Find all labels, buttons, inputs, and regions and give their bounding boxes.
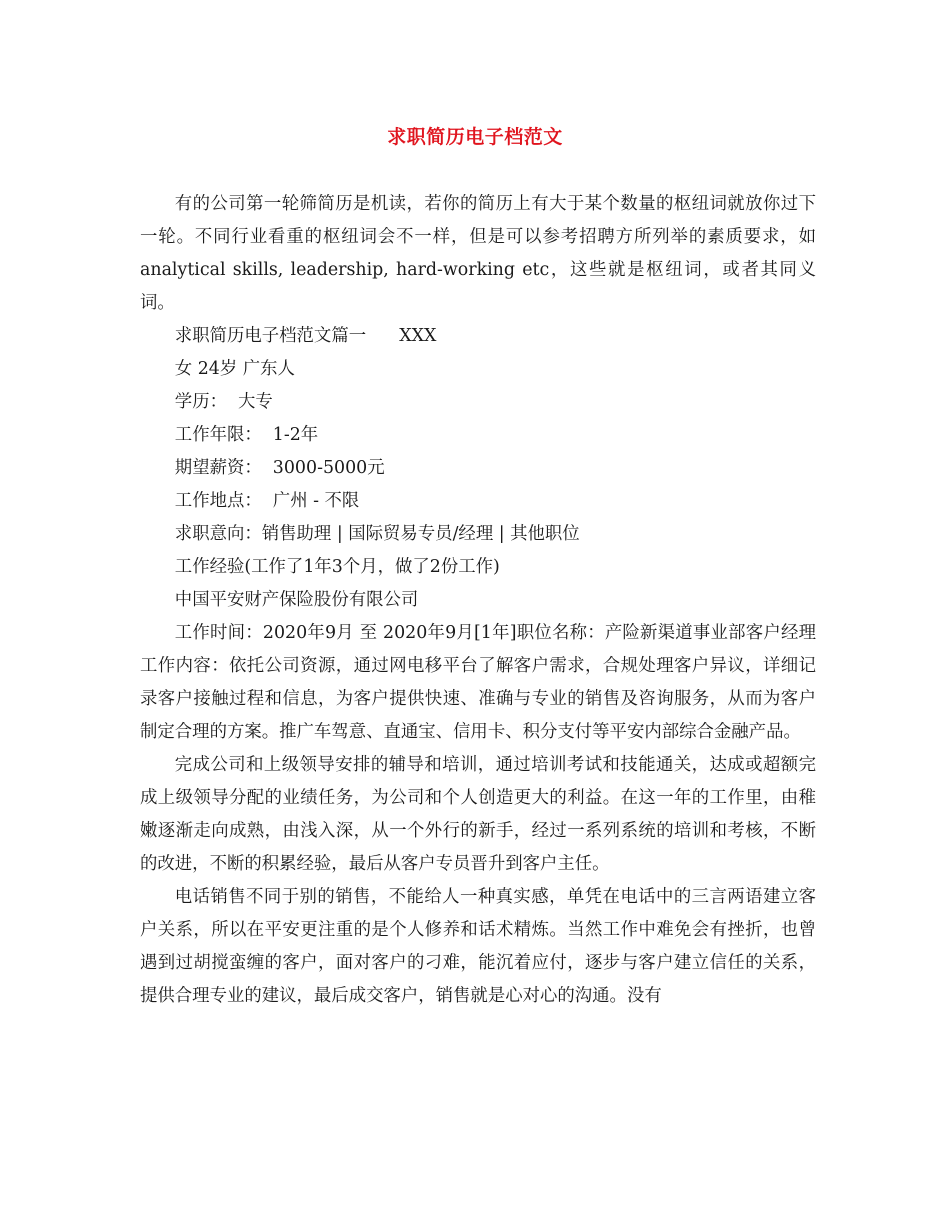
sample-heading: 求职简历电子档范文篇一 XXX	[174, 326, 437, 346]
training-paragraph: 完成公司和上级领导安排的辅导和培训，通过培训考试和技能通关，达成或超额完成上级领导分配的业绩任务，为公司和个人创造更大的利益。在这一年的工作里，由稚嫩逐渐走向成熟，由浅入深，从一个外行的新手，经过一系列系统的培训和考核，不断的改进，不断的积累经验，最后从客户专员晋升到客户主任。	[140, 755, 816, 874]
experience-years-line: 工作年限： 1-2年	[174, 425, 319, 445]
work-experience-summary: 工作经验(工作了1年3个月，做了2份工作)	[174, 557, 500, 577]
personal-info: 女 24岁 广东人	[174, 359, 295, 379]
phone-sales-paragraph: 电话销售不同于别的销售，不能给人一种真实感，单凭在电话中的三言两语建立客户关系，所以在平安更注重的是个人修养和话术精炼。当然工作中难免会有挫折，也曾遇到过胡搅蛮缠的客户，面对客户的刁难，能沉着应付，逐步与客户建立信任的关系，提供合理专业的建议，最后成交客户，销售就是心对心的沟通。没有	[140, 887, 816, 1006]
job-intention-line: 求职意向：销售助理 | 国际贸易专员/经理 | 其他职位	[174, 524, 580, 544]
document-title: 求职简历电子档范文	[387, 126, 563, 148]
intro-paragraph: 有的公司第一轮筛简历是机读，若你的简历上有大于某个数量的枢纽词就放你过下一轮。不同行业看重的枢纽词会不一样，但是可以参考招聘方所列举的素质要求，如analytical skills, leadership, hard-working etc，这些就是枢纽词，或者其同义词。	[140, 194, 816, 313]
expected-salary-line: 期望薪资： 3000-5000元	[174, 458, 385, 478]
document-body	[140, 188, 816, 1013]
job-detail-paragraph: 工作时间：2020年9月 至 2020年9月[1年]职位名称：产险新渠道事业部客户经理工作内容：依托公司资源，通过网电移平台了解客户需求，合规处理客户异议，详细记录客户接触过程和信息，为客户提供快速、准确与专业的销售及咨询服务，从而为客户制定合理的方案。推广车驾意、直通宝、信用卡、积分支付等平安内部综合金融产品。	[140, 623, 816, 742]
company-name: 中国平安财产保险股份有限公司	[174, 590, 419, 610]
education-line: 学历： 大专	[174, 392, 273, 412]
work-location-line: 工作地点： 广州 - 不限	[174, 491, 360, 511]
